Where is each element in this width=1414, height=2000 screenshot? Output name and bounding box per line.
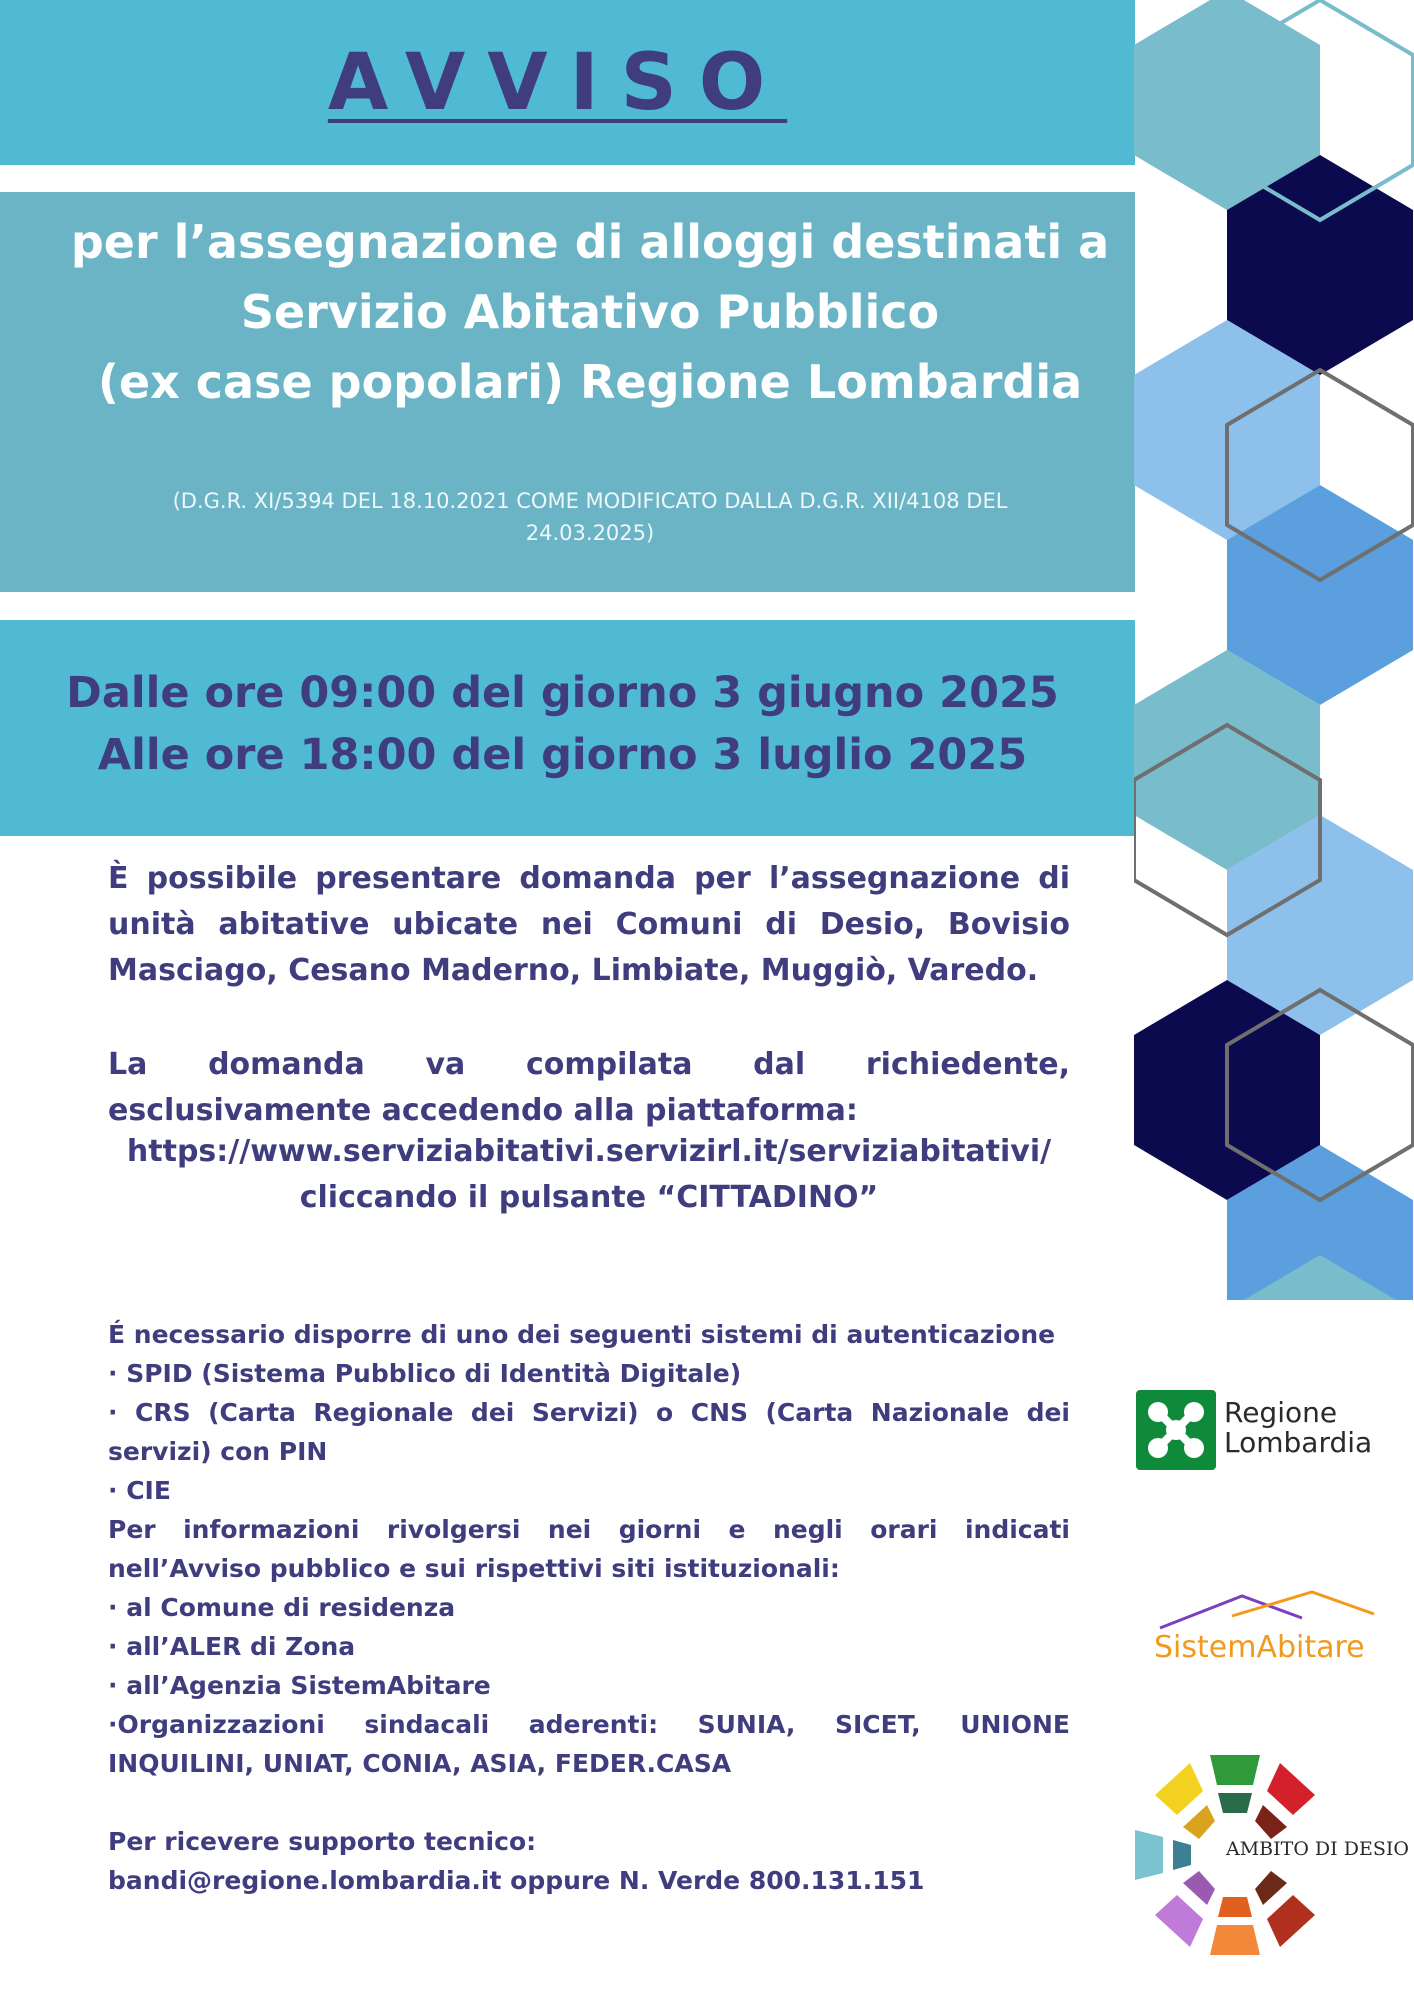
date-from: Dalle ore 09:00 del giorno 3 giugno 2025 <box>66 668 1059 718</box>
info-intro: Per informazioni rivolgersi nei giorni e negli orari indicati nell’Avviso pubblico e sui rispettivi siti istituzionali: <box>108 1515 1070 1583</box>
subtitle-line-1: per l’assegnazione di alloggi destinati a <box>70 215 1110 269</box>
page-title: AVVISO <box>327 38 788 128</box>
auth-item-cie: · CIE <box>108 1476 171 1505</box>
dates-band <box>0 620 1135 836</box>
ambito-label: AMBITO DI DESIO <box>1226 1838 1409 1860</box>
sistemabitare-logo <box>1152 1588 1382 1668</box>
regione-line-1: Regione <box>1224 1396 1338 1429</box>
support-section <box>108 1822 1070 1900</box>
info-item-comune: · al Comune di residenza <box>108 1593 456 1622</box>
regione-wordmark <box>1224 1398 1372 1458</box>
roof-icon <box>1152 1588 1382 1633</box>
application-paragraph: La domanda va compilata dal richiedente, esclusivamente accedendo alla piattaforma: <box>108 1047 1070 1128</box>
auth-item-spid: · SPID (Sistema Pubblico di Identità Digitale) <box>108 1359 742 1388</box>
legal-reference: (D.G.R. XI/5394 DEL 18.10.2021 COME MODIFICATO DALLA D.G.R. XII/4108 DEL 24.03.2025) <box>172 489 1008 545</box>
auth-intro: É necessario disporre di uno dei seguenti sistemi di autenticazione <box>108 1320 1056 1349</box>
sistemabitare-wordmark: SistemAbitare <box>1154 1630 1365 1665</box>
auth-section <box>108 1315 1070 1510</box>
regione-lombardia-logo <box>1136 1390 1396 1470</box>
subtitle-line-2: Servizio Abitativo Pubblico <box>240 285 940 339</box>
eligibility-paragraph: È possibile presentare domanda per l’assegnazione di unità abitative ubicate nei Comuni di Desio, Bovisio Masciago, Cesano Maderno, Limbiate, Muggiò, Varedo. <box>108 861 1070 988</box>
regione-line-2: Lombardia <box>1224 1426 1373 1459</box>
info-item-aler: · all’ALER di Zona <box>108 1632 356 1661</box>
click-instruction: cliccando il pulsante “CITTADINO” <box>299 1180 879 1215</box>
date-to: Alle ore 18:00 del giorno 3 luglio 2025 <box>97 730 1028 780</box>
hexagon-pattern <box>1134 0 1414 1300</box>
auth-item-crs: · CRS (Carta Regionale dei Servizi) o CNS (Carta Nazionale dei servizi) con PIN <box>108 1398 1070 1466</box>
platform-link[interactable]: https://www.serviziabitativi.servizirl.it/serviziabitativi/ <box>126 1134 1052 1169</box>
support-contact[interactable]: bandi@regione.lombardia.it oppure N. Verde 800.131.151 <box>108 1866 925 1895</box>
subtitle-line-3: (ex case popolari) Regione Lombardia <box>97 355 1083 409</box>
info-item-agenzia: · all’Agenzia SistemAbitare <box>108 1671 491 1700</box>
info-section <box>108 1510 1070 1783</box>
support-title: Per ricevere supporto tecnico: <box>108 1827 537 1856</box>
info-item-sindacati: ·Organizzazioni sindacali aderenti: SUNIA, SICET, UNIONE INQUILINI, UNIAT, CONIA, ASIA, FEDER.CASA <box>108 1710 1070 1778</box>
ambito-desio-logo <box>1120 1740 1410 1970</box>
regione-emblem-icon <box>1136 1390 1216 1470</box>
